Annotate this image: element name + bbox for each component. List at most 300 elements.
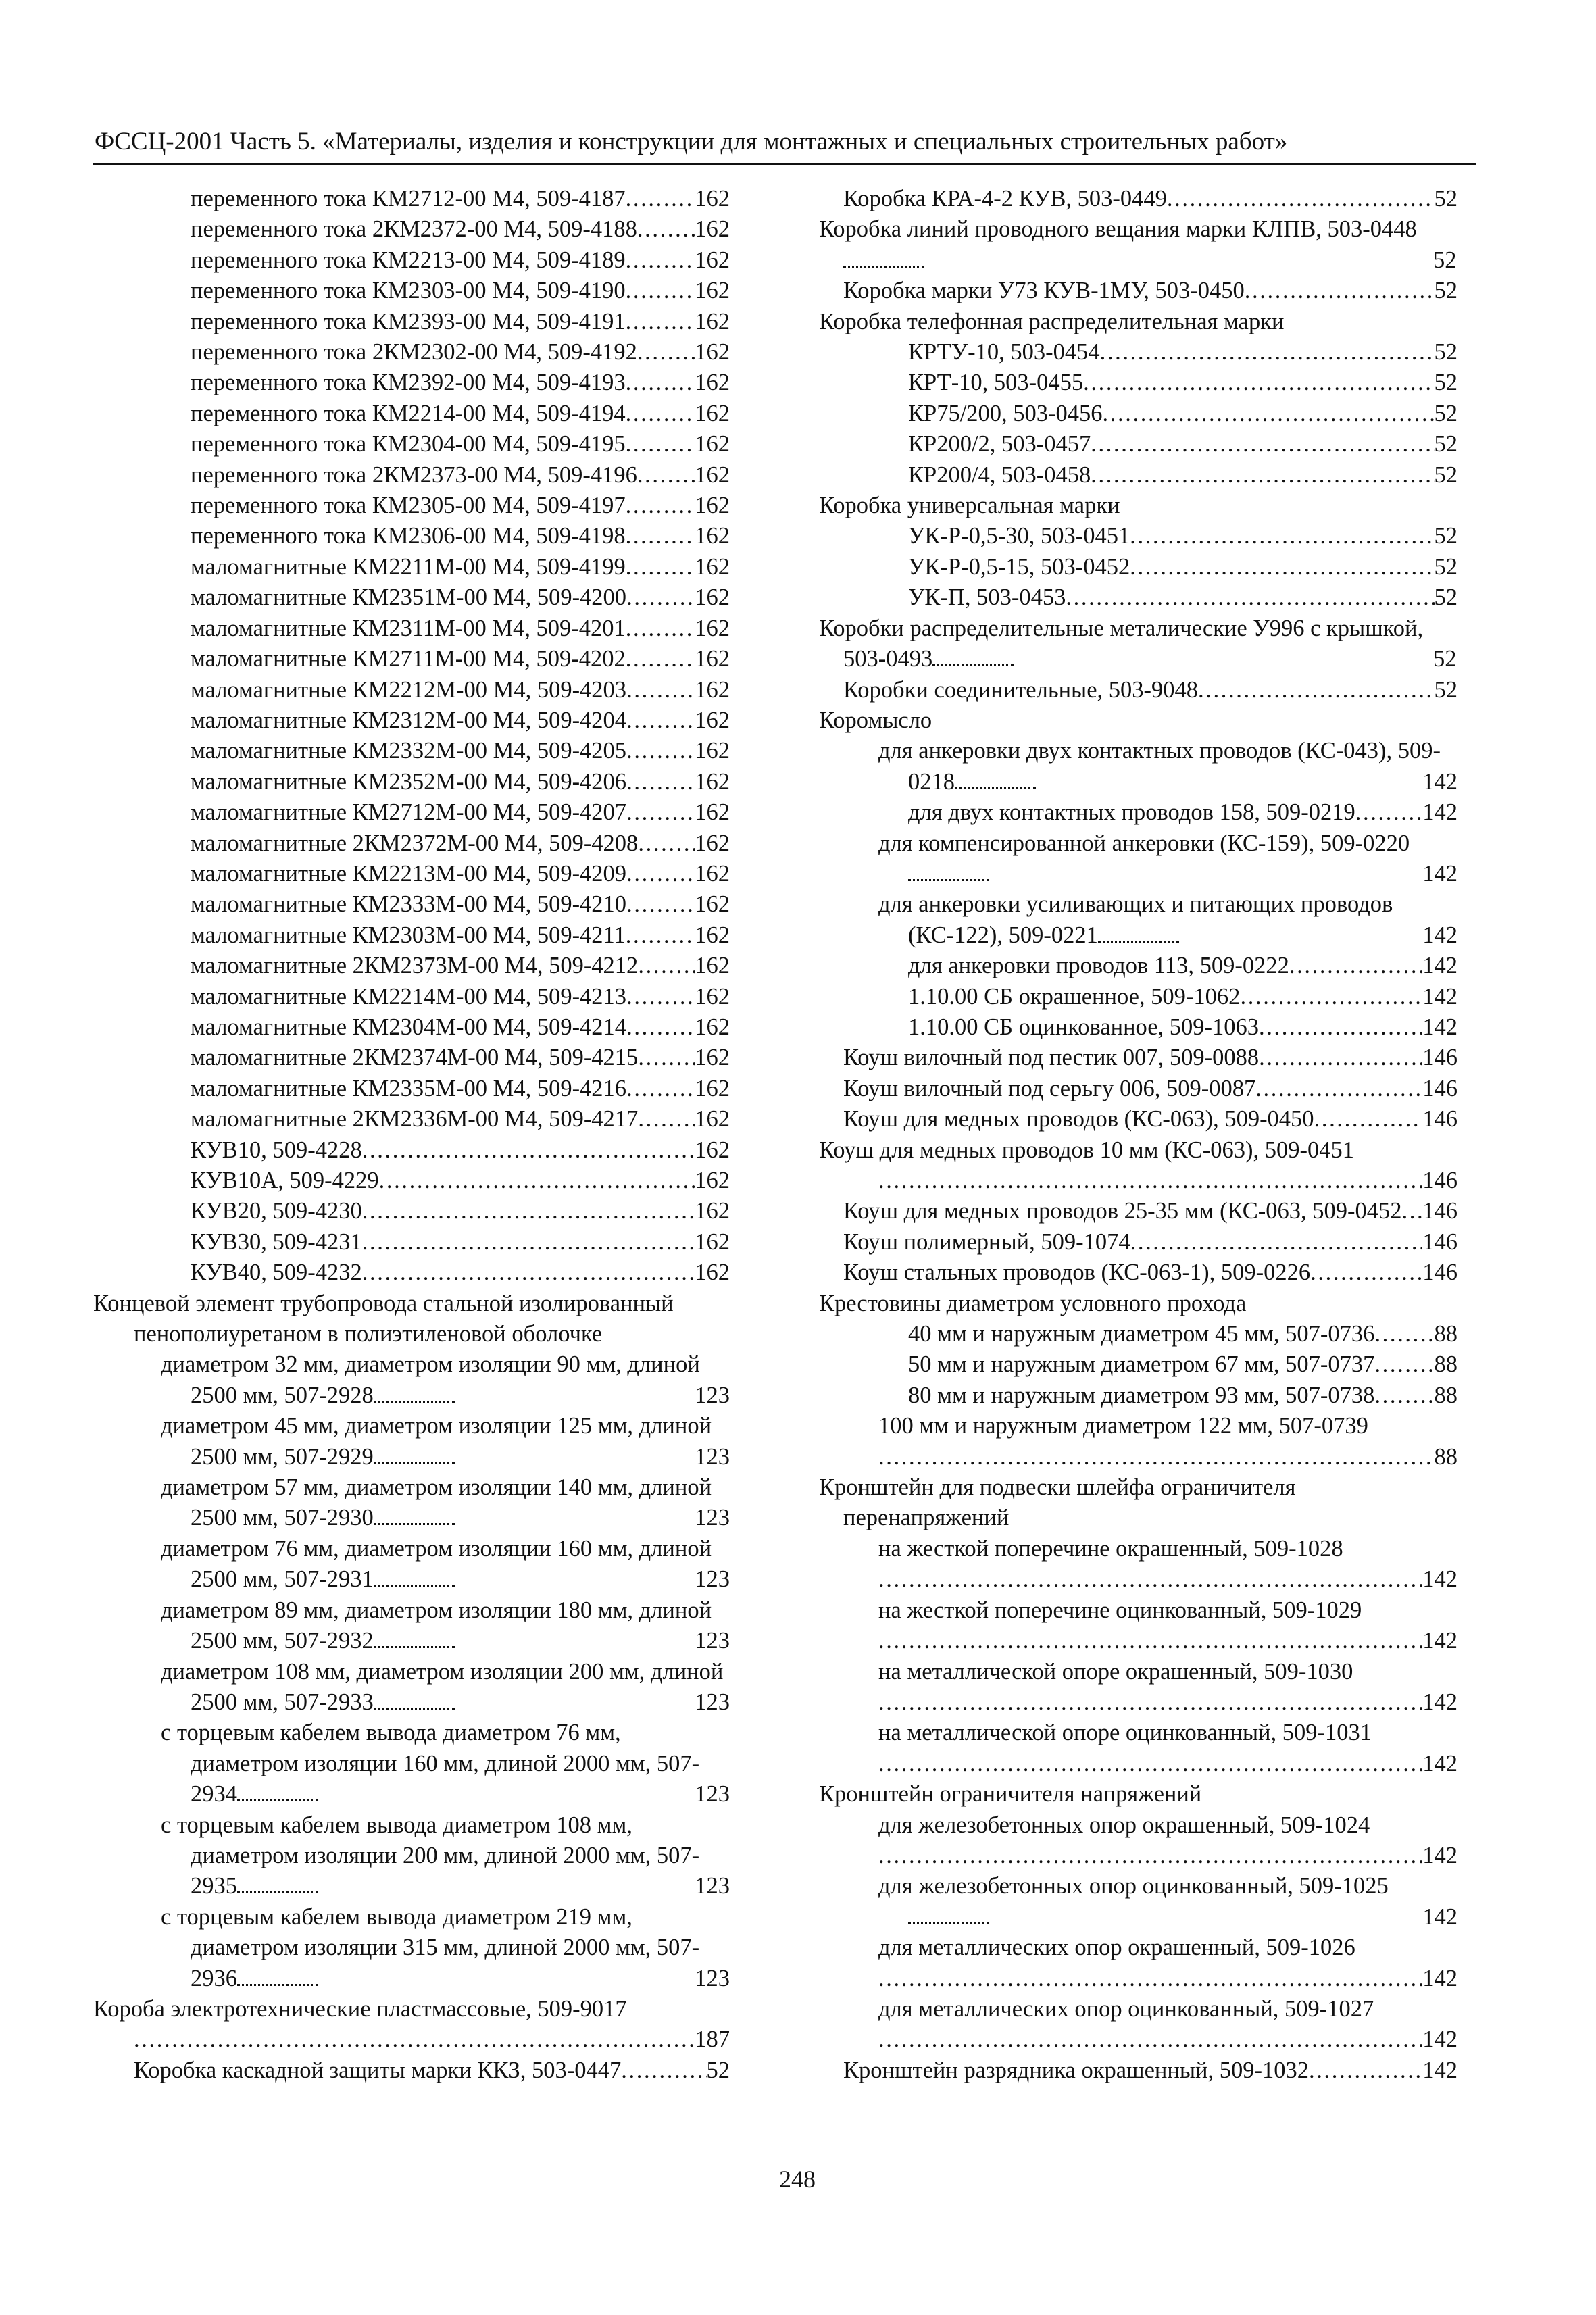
- entry-text: диаметром 76 мм, диаметром изоляции 160 мм, длиной 2500 мм, 507-2931: [161, 1535, 712, 1593]
- dot-leader: [955, 787, 1036, 789]
- entry-page-number: 162: [695, 615, 730, 641]
- entry-text: маломагнитные 2КМ2372М-00 М4, 509-4208: [191, 830, 639, 856]
- dot-leader: [237, 1891, 318, 1893]
- dot-leader: [626, 307, 695, 337]
- dot-leader: [878, 1964, 1422, 1994]
- entry-page-number: 146: [1422, 1168, 1457, 1193]
- dot-leader: [1091, 460, 1434, 491]
- dot-leader: [626, 675, 695, 705]
- dot-leader: [374, 1462, 455, 1464]
- entry-text: на металлической опоре оцинкованный, 509-1031: [878, 1720, 1372, 1746]
- entry-text: переменного тока КМ2213-00 М4, 509-4189: [191, 247, 626, 273]
- index-entry: [878, 1534, 1457, 1564]
- entry-text: Коуш вилочный под пестик 007, 509-0088: [843, 1045, 1260, 1071]
- dot-leader: [626, 276, 695, 306]
- entry-page-number: 162: [695, 1014, 730, 1040]
- entry-page-number: 142: [1422, 1842, 1457, 1868]
- entry-text: 1.10.00 СБ окрашенное, 509-1062: [908, 983, 1241, 1010]
- entry-page-number: 142: [1422, 922, 1457, 948]
- index-entry: [878, 1657, 1457, 1687]
- dot-leader: [1130, 1227, 1423, 1258]
- dot-leader: [878, 1564, 1422, 1595]
- index-entry: [908, 797, 1457, 828]
- index-entry: [908, 429, 1457, 459]
- entry-page-number: 162: [695, 1198, 730, 1224]
- dot-leader: [878, 1749, 1422, 1779]
- entry-text: маломагнитные 2КМ2374М-00 М4, 509-4215: [191, 1045, 639, 1071]
- entry-page-number: 162: [695, 400, 730, 426]
- dot-leader: [878, 1626, 1422, 1656]
- entry-page-number: 162: [695, 523, 730, 549]
- index-entry: [191, 859, 730, 889]
- entry-page-number: 142: [1422, 983, 1457, 1010]
- entry-text: маломагнитные КМ2335М-00 М4, 509-4216: [191, 1075, 627, 1101]
- entry-page-number: 162: [695, 584, 730, 611]
- dot-leader: [374, 1523, 455, 1525]
- dot-leader: [626, 1074, 695, 1104]
- entry-page-number: 162: [695, 370, 730, 396]
- entry-text: переменного тока 2КМ2373-00 М4, 509-4196: [191, 462, 637, 488]
- dot-leader: [1259, 1012, 1422, 1043]
- entry-page-number: 52: [1434, 431, 1457, 457]
- entry-page-number: 162: [695, 922, 730, 948]
- dot-leader: [878, 1841, 1422, 1871]
- index-entry: [191, 214, 730, 245]
- dot-leader: [626, 184, 695, 214]
- dot-leader: [362, 1227, 695, 1258]
- index-entry: [161, 1595, 730, 1657]
- entry-text: Коробки соединительные, 503-9048: [843, 676, 1199, 703]
- entry-page-number: 162: [695, 830, 730, 856]
- index-entry: [191, 521, 730, 551]
- dot-leader: [638, 828, 695, 859]
- entry-text: для железобетонных опор оцинкованный, 509-1025: [878, 1873, 1389, 1899]
- entry-text: маломагнитные КМ2711М-00 М4, 509-4202: [191, 646, 626, 672]
- dot-leader: [626, 552, 695, 582]
- entry-page-number: 123: [695, 1689, 730, 1715]
- entry-text: переменного тока КМ2306-00 М4, 509-4198: [191, 523, 626, 549]
- dot-leader: [626, 920, 695, 951]
- entry-text: для компенсированной анкеровки (КС-159), 509-0220: [878, 830, 1410, 856]
- entry-page-number: 162: [695, 860, 730, 887]
- entry-text: с торцевым кабелем вывода диаметром 108 мм, диаметром изоляции 200 мм, длиной 2000 мм, 507-2935: [161, 1812, 700, 1899]
- index-entry: [191, 828, 730, 859]
- dot-leader: [878, 1442, 1435, 1472]
- dot-leader: [1374, 1319, 1434, 1349]
- index-entry: [878, 1595, 1457, 1626]
- entry-page-number: 187: [695, 2026, 730, 2053]
- dot-leader: [1098, 941, 1179, 943]
- index-entry: [161, 1411, 730, 1472]
- dot-leader: [638, 1043, 695, 1073]
- entry-text: маломагнитные КМ2311М-00 М4, 509-4201: [191, 615, 626, 641]
- index-entry: [819, 705, 1457, 736]
- dot-leader: [379, 1166, 695, 1196]
- entry-text: 50 мм и наружным диаметром 67 мм, 507-0737: [908, 1351, 1375, 1378]
- index-entry: [908, 1319, 1457, 1349]
- index-column-right: [819, 184, 1457, 2086]
- entry-text: УК-Р-0,5-30, 503-0451: [908, 523, 1130, 549]
- index-entry: [878, 1841, 1457, 1871]
- entry-page-number: 123: [695, 1628, 730, 1654]
- dot-leader: [626, 705, 695, 736]
- dot-leader: [1240, 982, 1422, 1012]
- dot-leader: [1083, 368, 1434, 398]
- dot-leader: [362, 1135, 695, 1166]
- index-entry: [191, 1104, 730, 1135]
- entry-text: Коробка марки У73 КУВ-1МУ, 503-0450: [843, 278, 1245, 304]
- dot-leader: [638, 951, 695, 981]
- entry-text: маломагнитные КМ2352М-00 М4, 509-4206: [191, 768, 627, 795]
- dot-leader: [637, 214, 695, 245]
- index-entry: [191, 582, 730, 613]
- index-entry: [908, 1012, 1457, 1043]
- entry-text: маломагнитные КМ2214М-00 М4, 509-4213: [191, 983, 627, 1010]
- entry-text: Коробка телефонная распределительная марки: [819, 308, 1285, 334]
- entry-text: диаметром 89 мм, диаметром изоляции 180 мм, длиной 2500 мм, 507-2932: [161, 1597, 712, 1654]
- index-entry: [819, 491, 1457, 521]
- index-entry: [161, 1810, 730, 1902]
- index-entry: [161, 1534, 730, 1595]
- entry-page-number: 162: [695, 799, 730, 826]
- index-entry: [191, 276, 730, 306]
- header-rule: [93, 163, 1476, 165]
- entry-page-number: 162: [695, 738, 730, 764]
- entry-page-number: 146: [1422, 1045, 1457, 1071]
- entry-page-number: 142: [1422, 953, 1457, 979]
- index-entry: [819, 1289, 1457, 1319]
- index-entry: [878, 1964, 1457, 1994]
- index-entry: [191, 889, 730, 920]
- entry-text: Коромысло: [819, 707, 932, 733]
- entry-page-number: 162: [695, 646, 730, 672]
- entry-page-number: 162: [695, 891, 730, 918]
- entry-text: Концевой элемент трубопровода стальной изолированный пенополиуретаном в полиэтиленовой оболочке: [93, 1290, 674, 1347]
- entry-page-number: 142: [1422, 799, 1457, 826]
- dot-leader: [908, 879, 989, 881]
- dot-leader: [1167, 184, 1435, 214]
- dot-leader: [237, 1984, 318, 1986]
- entry-page-number: 52: [1434, 339, 1457, 366]
- dot-leader: [1401, 1196, 1422, 1226]
- entry-page-number: 142: [1422, 2057, 1457, 2083]
- index-entry: [819, 1472, 1457, 1534]
- dot-leader: [1259, 1043, 1422, 1073]
- entry-text: Коробка КРА-4-2 КУВ, 503-0449: [843, 186, 1167, 211]
- entry-text: для анкеровки двух контактных проводов (КС-043), 509-0218: [878, 738, 1441, 795]
- entry-page-number: 162: [695, 1228, 730, 1255]
- entry-page-number: 52: [1434, 553, 1457, 580]
- entry-text: маломагнитные КМ2211М-00 М4, 509-4199: [191, 553, 626, 580]
- entry-page-number: 162: [695, 553, 730, 580]
- index-entry: [908, 521, 1457, 551]
- entry-page-number: 88: [1434, 1443, 1457, 1470]
- entry-page-number: 146: [1422, 1075, 1457, 1101]
- index-entry: [878, 1442, 1457, 1472]
- index-entry: [191, 491, 730, 521]
- dot-leader: [626, 245, 695, 276]
- entry-page-number: 142: [1422, 1689, 1457, 1715]
- index-entry: [878, 1564, 1457, 1595]
- index-entry: [819, 307, 1457, 337]
- entry-text: КРТУ-10, 503-0454: [908, 339, 1100, 366]
- entry-text: Короба электротехнические пластмассовые, 509-9017: [93, 1995, 627, 2022]
- entry-page-number: 52: [1434, 370, 1457, 396]
- index-entry: [878, 1411, 1457, 1441]
- entry-text: Коробка каскадной защиты марки ККЗ, 503-0447: [134, 2057, 622, 2083]
- entry-text: КУВ10А, 509-4229: [191, 1168, 379, 1193]
- index-entry: [878, 1871, 1457, 1933]
- entry-text: Кронштейн для подвески шлейфа ограничителя перенапряжений: [819, 1474, 1296, 1531]
- dot-leader: [626, 644, 695, 674]
- dot-leader: [374, 1585, 455, 1587]
- entry-text: 40 мм и наружным диаметром 45 мм, 507-0736: [908, 1321, 1375, 1347]
- entry-page-number: 162: [695, 278, 730, 304]
- index-entry: [191, 429, 730, 459]
- entry-text: КУВ10, 509-4228: [191, 1137, 362, 1163]
- entry-text: Крестовины диаметром условного прохода: [819, 1290, 1247, 1316]
- index-entry: [843, 675, 1457, 705]
- index-entry: [191, 675, 730, 705]
- index-entry: [191, 1227, 730, 1258]
- dot-leader: [626, 429, 695, 459]
- entry-page-number: 162: [695, 247, 730, 273]
- dot-leader: [1198, 675, 1434, 705]
- entry-page-number: 162: [695, 339, 730, 366]
- index-entry: [878, 889, 1457, 951]
- index-entry: [878, 736, 1457, 797]
- index-entry: [161, 1718, 730, 1810]
- entry-page-number: 146: [1422, 1260, 1457, 1286]
- index-entry: [191, 307, 730, 337]
- index-entry: [191, 767, 730, 797]
- entry-text: маломагнитные 2КМ2373М-00 М4, 509-4212: [191, 953, 639, 979]
- entry-page-number: 52: [1434, 462, 1457, 488]
- index-entry: [908, 337, 1457, 368]
- entry-text: Коробки распределительные металические У996 с крышкой, 503-0493: [819, 615, 1424, 672]
- entry-text: Коуш стальных проводов (КС-063-1), 509-0226: [843, 1260, 1311, 1286]
- entry-page-number: 162: [695, 953, 730, 979]
- entry-page-number: 162: [695, 493, 730, 519]
- entry-text: диаметром 57 мм, диаметром изоляции 140 мм, длиной 2500 мм, 507-2930: [161, 1474, 712, 1531]
- index-entry: [191, 1012, 730, 1043]
- index-entry: Коробка линий проводного вещания марки КЛПВ, 503-0448 52: [819, 216, 1457, 273]
- entry-page-number: 162: [695, 1260, 730, 1286]
- entry-text: Коуш для медных проводов 25-35 мм (КС-063, 509-0452: [843, 1198, 1402, 1224]
- index-entry: [93, 1289, 730, 1350]
- index-entry: [191, 644, 730, 674]
- running-header: ФССЦ-2001 Часть 5. «Материалы, изделия и конструкции для монтажных и специальных строительных работ»: [95, 128, 1288, 155]
- dot-leader: [637, 337, 695, 368]
- index-entry: [191, 614, 730, 644]
- dot-leader: [637, 460, 695, 491]
- index-entry: [843, 276, 1457, 306]
- dot-leader: [626, 582, 695, 613]
- entry-text: маломагнитные КМ2332М-00 М4, 509-4205: [191, 738, 627, 764]
- dot-leader: [237, 1799, 318, 1801]
- entry-page-number: 162: [695, 431, 730, 457]
- dot-leader: [362, 1196, 695, 1226]
- entry-page-number: 88: [1434, 1351, 1457, 1378]
- entry-page-number: 142: [1422, 1628, 1457, 1654]
- entry-text: диаметром 45 мм, диаметром изоляции 125 мм, длиной 2500 мм, 507-2929: [161, 1413, 712, 1470]
- entry-text: маломагнитные КМ2351М-00 М4, 509-4200: [191, 584, 627, 611]
- entry-page-number: 88: [1434, 1321, 1457, 1347]
- index-entry: [93, 1994, 730, 2024]
- dot-leader: [626, 982, 695, 1012]
- entry-page-number: 162: [695, 768, 730, 795]
- entry-text: 100 мм и наружным диаметром 122 мм, 507-0739: [878, 1413, 1368, 1439]
- entry-text: маломагнитные 2КМ2336М-00 М4, 509-4217: [191, 1106, 639, 1132]
- entry-text: для металлических опор оцинкованный, 509-1027: [878, 1995, 1374, 2022]
- entry-text: маломагнитные КМ2213М-00 М4, 509-4209: [191, 860, 627, 887]
- index-entry: [908, 399, 1457, 429]
- index-entry: [191, 797, 730, 828]
- entry-page-number: 52: [1434, 523, 1457, 549]
- dot-leader: [626, 767, 695, 797]
- dot-leader: [1314, 1104, 1423, 1135]
- entry-page-number: 162: [695, 216, 730, 243]
- entry-text: на жесткой поперечине оцинкованный, 509-1029: [878, 1597, 1362, 1623]
- entry-page-number: 162: [695, 308, 730, 334]
- dot-leader: [878, 1166, 1422, 1196]
- entry-text: переменного тока КМ2214-00 М4, 509-4194: [191, 400, 626, 426]
- entry-page-number: 162: [695, 983, 730, 1010]
- dot-leader: [626, 399, 695, 429]
- index-entry: [161, 1472, 730, 1534]
- entry-text: с торцевым кабелем вывода диаметром 219 мм, диаметром изоляции 315 мм, длиной 2000 мм, 507-2936: [161, 1903, 700, 1991]
- index-entry: [843, 1227, 1457, 1258]
- index-entry: [908, 552, 1457, 582]
- entry-page-number: 142: [1422, 1014, 1457, 1040]
- entry-text: на жесткой поперечине окрашенный, 509-1028: [878, 1535, 1343, 1562]
- index-entry: [908, 951, 1457, 981]
- dot-leader: [626, 1012, 695, 1043]
- dot-leader: [1100, 337, 1435, 368]
- entry-page-number: 146: [1422, 1198, 1457, 1224]
- dot-leader: [843, 266, 924, 268]
- index-entry: [191, 368, 730, 398]
- entry-text: диаметром 32 мм, диаметром изоляции 90 мм, длиной 2500 мм, 507-2928: [161, 1351, 700, 1408]
- index-entry: [191, 1196, 730, 1226]
- dot-leader: [1374, 1380, 1434, 1411]
- entry-text: для двух контактных проводов 158, 509-0219: [908, 799, 1355, 826]
- entry-text: КУВ20, 509-4230: [191, 1198, 362, 1224]
- dot-leader: [134, 2024, 695, 2055]
- entry-text: Коуш для медных проводов (КС-063), 509-0450: [843, 1106, 1314, 1132]
- index-entry: [191, 736, 730, 766]
- index-entry: [843, 1258, 1457, 1288]
- index-entry: [134, 2056, 730, 2086]
- entry-text: для металлических опор окрашенный, 509-1026: [878, 1935, 1355, 1961]
- dot-leader: [1255, 1074, 1422, 1104]
- index-entry: [191, 1258, 730, 1288]
- entry-text: переменного тока КМ2393-00 М4, 509-4191: [191, 308, 626, 334]
- index-entry: [908, 982, 1457, 1012]
- index-entry: [908, 460, 1457, 491]
- entry-text: переменного тока КМ2303-00 М4, 509-4190: [191, 278, 626, 304]
- entry-page-number: 162: [695, 186, 730, 211]
- entry-page-number: 142: [1422, 1903, 1457, 1930]
- entry-text: Коуш полимерный, 509-1074: [843, 1228, 1130, 1255]
- entry-text: УК-П, 503-0453: [908, 584, 1066, 611]
- index-entry: [191, 1135, 730, 1166]
- dot-leader: [374, 1646, 455, 1648]
- entry-page-number: 142: [1422, 768, 1457, 795]
- index-entry: [161, 1902, 730, 1994]
- entry-text: переменного тока КМ2712-00 М4, 509-4187: [191, 186, 626, 211]
- entry-page-number: 146: [1422, 1228, 1457, 1255]
- entry-text: маломагнитные КМ2333М-00 М4, 509-4210: [191, 891, 627, 918]
- entry-page-number: 162: [695, 1168, 730, 1193]
- entry-page-number: 52: [706, 2057, 730, 2083]
- entry-text: для анкеровки проводов 113, 509-0222: [908, 953, 1289, 979]
- dot-leader: [1245, 276, 1435, 306]
- entry-text: УК-Р-0,5-15, 503-0452: [908, 553, 1130, 580]
- entry-page-number: 142: [1422, 1965, 1457, 1991]
- index-entry: [191, 920, 730, 951]
- index-entry: [191, 460, 730, 491]
- entry-page-number: 123: [695, 1505, 730, 1531]
- entry-text: переменного тока 2КМ2372-00 М4, 509-4188: [191, 216, 637, 243]
- dot-leader: [626, 736, 695, 766]
- entry-page-number: 162: [695, 707, 730, 733]
- index-entry: [878, 1687, 1457, 1718]
- entry-page-number: 123: [695, 1566, 730, 1593]
- index-entry: [878, 1749, 1457, 1779]
- entry-page-number: 142: [1422, 1750, 1457, 1776]
- entry-text: маломагнитные КМ2712М-00 М4, 509-4207: [191, 799, 627, 826]
- entry-text: 80 мм и наружным диаметром 93 мм, 507-0738: [908, 1382, 1375, 1408]
- dot-leader: [878, 2024, 1422, 2055]
- entry-text: маломагнитные КМ2304М-00 М4, 509-4214: [191, 1014, 627, 1040]
- dot-leader: [626, 368, 695, 398]
- entry-text: маломагнитные КМ2312М-00 М4, 509-4204: [191, 707, 627, 733]
- entry-text: маломагнитные КМ2212М-00 М4, 509-4203: [191, 676, 627, 703]
- dot-leader: [1130, 521, 1434, 551]
- dot-leader: [1355, 797, 1423, 828]
- entry-page-number: 162: [695, 1137, 730, 1163]
- entry-text: КР75/200, 503-0456: [908, 400, 1103, 426]
- index-entry: [908, 582, 1457, 613]
- entry-page-number: 162: [695, 1075, 730, 1101]
- entry-page-number: 142: [1422, 2026, 1457, 2053]
- entry-page-number: 123: [695, 1443, 730, 1470]
- index-entry: [191, 245, 730, 276]
- dot-leader: [621, 2056, 706, 2086]
- entry-page-number: 162: [695, 1106, 730, 1132]
- dot-leader: [932, 664, 1014, 666]
- index-entry: [191, 399, 730, 429]
- entry-text: Коуш для медных проводов 10 мм (КС-063), 509-0451: [819, 1137, 1354, 1163]
- entry-text: Коробка линий проводного вещания марки КЛПВ, 503-0448: [819, 216, 1417, 243]
- index-entry: Коробки распределительные металические У996 с крышкой, 503-0493 52: [819, 615, 1457, 672]
- entry-text: Коробка универсальная марки: [819, 493, 1120, 519]
- entry-page-number: 52: [1434, 278, 1457, 304]
- entry-text: Коуш вилочный под серьгу 006, 509-0087: [843, 1075, 1256, 1101]
- index-entry: [908, 1380, 1457, 1411]
- index-entry: [191, 1043, 730, 1073]
- index-entry: [191, 337, 730, 368]
- entry-page-number: 146: [1422, 1106, 1457, 1132]
- index-entry: [878, 2024, 1457, 2055]
- index-entry: [191, 982, 730, 1012]
- index-entry: [161, 1349, 730, 1411]
- dot-leader: [1091, 429, 1434, 459]
- index-entry: [191, 1074, 730, 1104]
- entry-text: для железобетонных опор окрашенный, 509-1024: [878, 1812, 1370, 1838]
- dot-leader: [626, 859, 695, 889]
